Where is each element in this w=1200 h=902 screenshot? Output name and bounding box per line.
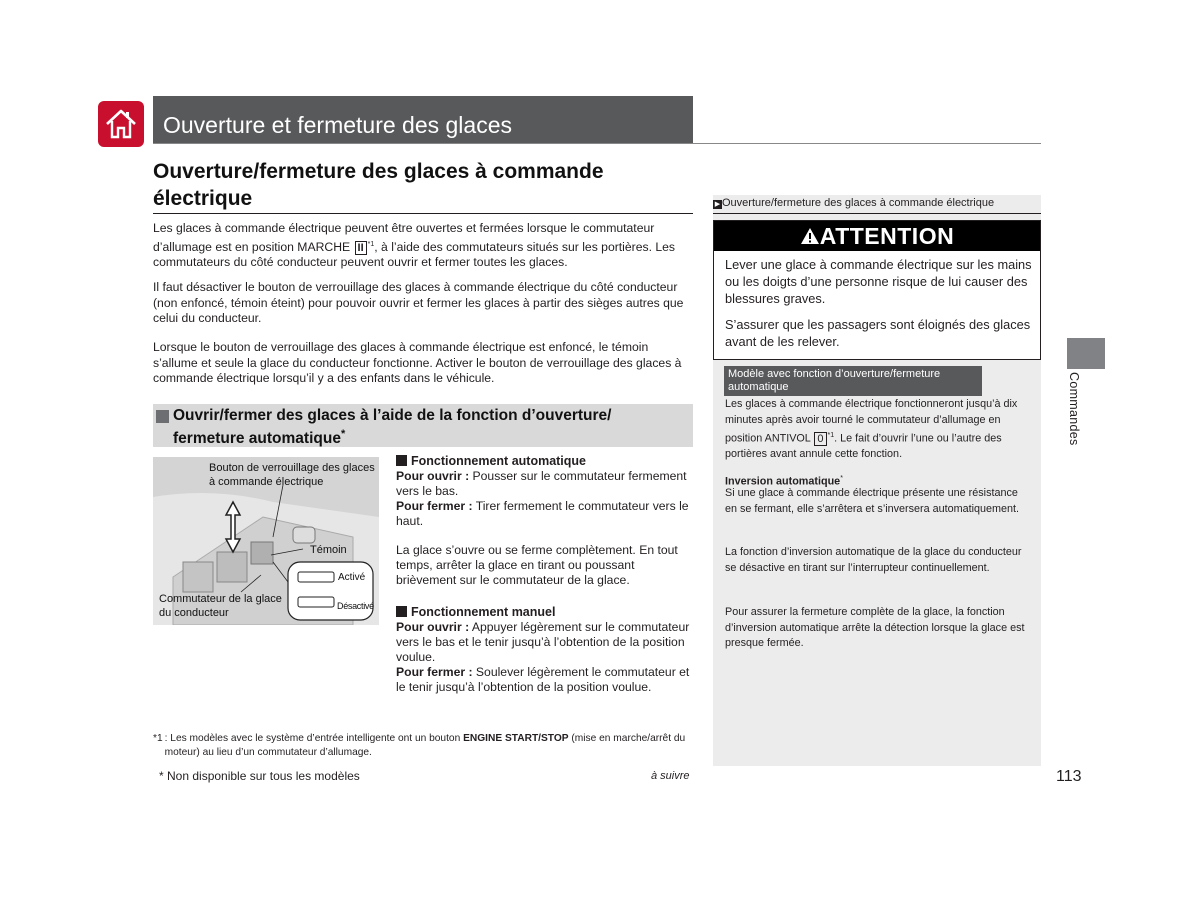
chapter-tab[interactable] — [1067, 372, 1087, 462]
side-paragraph-3: La fonction d’inversion automatique de la glace du conducteur se désactive en tirant sur l’interrupteur continuellement. — [725, 546, 1022, 574]
availability-note: * Non disponible sur tous les modèles — [159, 769, 360, 783]
footnote: *1 : Les modèles avec le système d’entrée intelligente ont un bouton ENGINE START/STOP (mise en marche/arrêt du moteur) au lieu d’un commutateur d’allumage. — [153, 733, 686, 758]
auto-open: Pour ouvrir : Pousser sur le commutateur fermement vers le bas. — [396, 469, 687, 498]
attention-box — [713, 220, 1041, 360]
auto-heading: Fonctionnement automatique — [396, 454, 694, 469]
off-label: Désactivé — [337, 601, 374, 611]
attention-text-2: S’assurer que les passagers sont éloignés des glaces avant de les relever. — [725, 317, 1031, 349]
continued-note: à suivre — [651, 770, 690, 782]
crumb-arrow-icon: ▶ — [714, 201, 721, 208]
power-window-switch-figure — [153, 457, 379, 625]
chapter-title-bar — [153, 96, 693, 143]
manual-heading: Fonctionnement manuel — [396, 605, 694, 620]
subsection-header — [153, 404, 693, 447]
side-inversion-heading: Inversion automatique* — [725, 475, 843, 488]
chapter-tab-marker[interactable] — [1067, 338, 1105, 369]
attention-text-1: Lever une glace à commande électrique sur les mains ou les doigts d’une personne risque de lui causer des blessures graves. — [725, 257, 1032, 306]
section-title-line2: électrique — [153, 187, 253, 210]
indicator-label: Témoin — [310, 544, 347, 556]
page-number: 113 — [1056, 768, 1082, 785]
home-icon — [104, 108, 138, 140]
section-title-line1: Ouverture/fermeture des glaces à commande — [153, 160, 604, 183]
side-paragraph-1: Les glaces à commande électrique fonctionneront jusqu’à dix minutes après avoir tourné le commutateur d’allumage en position ANTIVOL 0 $^{*1}$. Le fait d’ouvrir l’une ou l’autre des portières avant annule cette fonction. — [725, 398, 1018, 461]
side-inversion-text: Si une glace à commande électrique présente une résistance en se fermant, elle s’arrêtera et s’inversera automatiquement. — [725, 487, 1020, 515]
auto-stop-text: La glace s’ouvre ou se ferme complètement. En tout temps, arrêter la glace en tirant ou poussant brièvement sur le commutateur de la glace. — [396, 543, 678, 587]
on-label: Activé — [338, 572, 366, 583]
warning-triangle-icon — [800, 227, 820, 245]
chapter-tab-label: Commandes — [1067, 372, 1081, 446]
section-divider — [153, 213, 693, 214]
intro-paragraph-3: Lorsque le bouton de verrouillage des glaces à commande électrique est enfoncé, le témoin s’allume et seule la glace du conducteur fonctionne. Activer le bouton de verrouillage des glaces à commande électrique lorsqu’il y a des enfants dans le véhicule. — [153, 340, 682, 385]
manual-open: Pour ouvrir : Appuyer légèrement sur le commutateur vers le bas et le tenir jusqu’à l’obtention de la position voulue. — [396, 620, 690, 664]
square-bullet-icon — [156, 410, 169, 423]
chapter-title: Ouverture et fermeture des glaces — [163, 112, 512, 138]
intro-paragraph-1: Les glaces à commande électrique peuvent être ouvertes et fermées lorsque le commutateur d’allumage est en position MARCHE II $^{*1}$, à l’aide des commutateurs situés sur les portières. Les commutateurs du côté conducteur peuvent ouvrir et fermer toutes les glaces. — [153, 221, 676, 270]
lock-button-label: Bouton de verrouillage des glaces à commande électrique — [209, 462, 375, 488]
intro-paragraph-2: Il faut désactiver le bouton de verrouillage des glaces à commande électrique du côté conducteur (non enfoncé, témoin éteint) pour pouvoir ouvrir et fermer les glaces à partir des sièges autres que celui du conducteur. — [153, 280, 684, 325]
side-paragraph-4: Pour assurer la fermeture complète de la glace, la fonction d’inversion automatique arrête la détection lorsque la glace est presque fermée. — [725, 606, 1025, 649]
ignition-key-indicator: II — [355, 241, 367, 255]
attention-header: ATTENTION — [714, 221, 1040, 251]
footnote-ref: *1 — [367, 240, 375, 248]
subsection-title: Ouvrir/fermer des glaces à l’aide de la fonction d’ouverture/ fermeture automatique* — [173, 407, 612, 448]
home-button[interactable] — [98, 101, 144, 147]
section-title — [153, 158, 693, 212]
manual-close: Pour fermer : Soulever légèrement le commutateur et le tenir jusqu’à l’obtention de la position voulue. — [396, 665, 690, 694]
title-divider — [153, 143, 1041, 144]
lock-key-indicator: 0 — [814, 432, 826, 446]
side-divider — [713, 213, 1041, 214]
model-tag: Modèle avec fonction d’ouverture/fermeture automatique — [724, 366, 982, 396]
auto-operation-block — [396, 454, 694, 588]
auto-close: Pour fermer : Tirer fermement le commutateur vers le haut. — [396, 499, 689, 528]
manual-operation-block — [396, 605, 694, 695]
driver-switch-label: Commutateur de la glace du conducteur — [159, 593, 282, 619]
side-breadcrumb: ▶ Ouverture/fermeture des glaces à commande électrique — [714, 197, 995, 209]
